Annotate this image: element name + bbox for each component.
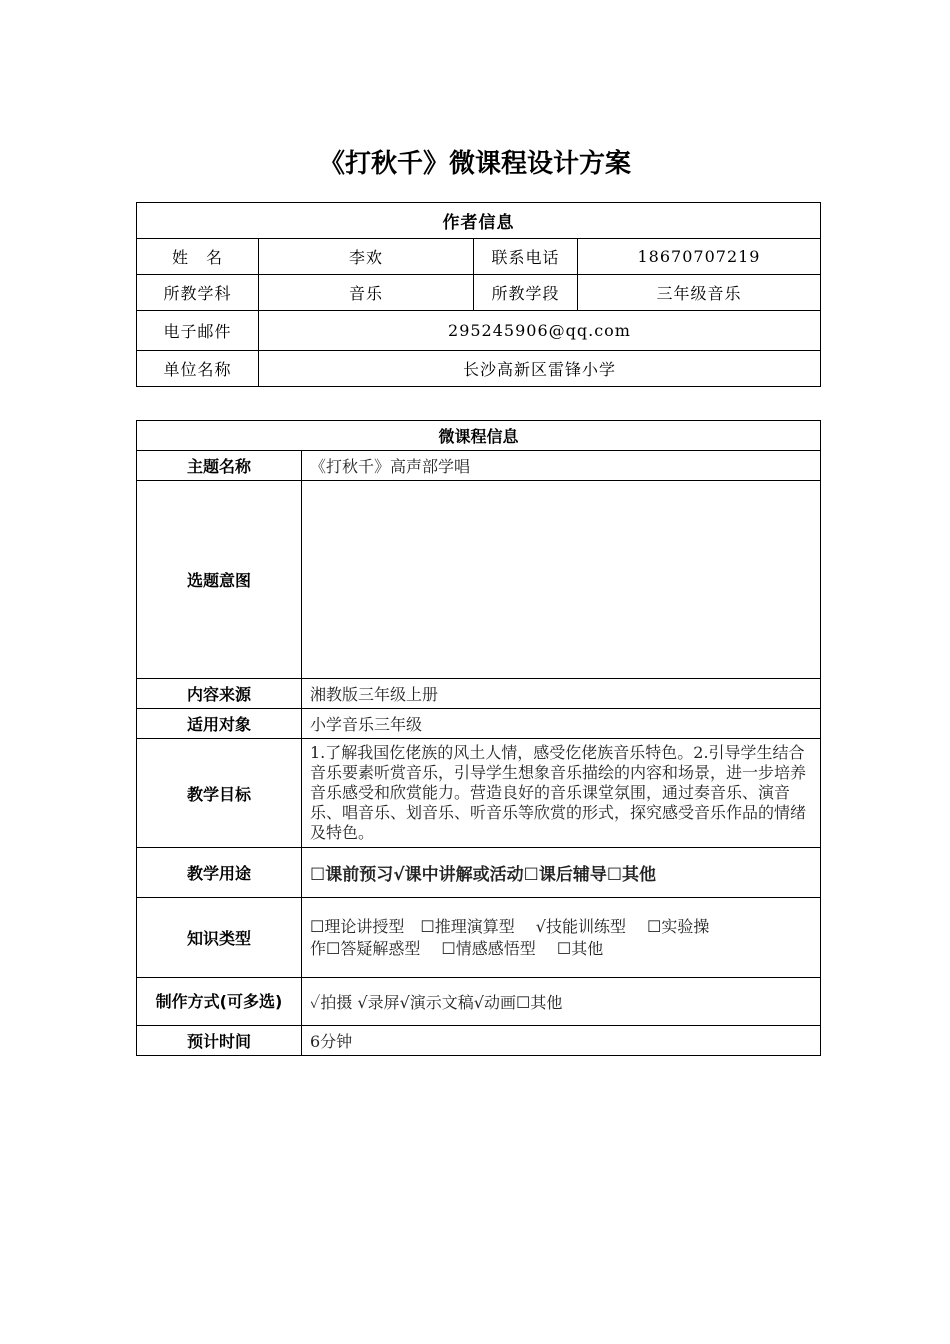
knowledge-value [302, 898, 821, 978]
time-value: 6分钟 [302, 1026, 821, 1056]
subject-label: 所教学科 [137, 275, 259, 311]
grade-label: 所教学段 [474, 275, 578, 311]
goal-label: 教学目标 [137, 739, 302, 848]
phone-value: 18670707219 [578, 239, 821, 275]
knowledge-line-1: ☐理论讲授型 ☐推理演算型 √技能训练型 ☐实验操 [310, 916, 710, 936]
page-title: 《打秋千》微课程设计方案 [318, 149, 631, 179]
name-value: 李欢 [259, 239, 474, 275]
knowledge-label: 知识类型 [137, 898, 302, 978]
audience-label: 适用对象 [137, 709, 302, 739]
method-label: 制作方式(可多选) [137, 978, 302, 1026]
knowledge-line-2: 作☐答疑解惑型 ☐情感感悟型 ☐其他 [310, 938, 604, 958]
source-value: 湘教版三年级上册 [302, 679, 821, 709]
source-label: 内容来源 [137, 679, 302, 709]
grade-value: 三年级音乐 [578, 275, 821, 311]
unit-value: 长沙高新区雷锋小学 [259, 351, 821, 387]
use-value: ☐课前预习√课中讲解或活动☐课后辅导☐其他 [302, 848, 821, 898]
course-info-header: 微课程信息 [137, 421, 821, 451]
use-label: 教学用途 [137, 848, 302, 898]
author-info-table [136, 202, 821, 387]
email-label: 电子邮件 [137, 311, 259, 351]
audience-value: 小学音乐三年级 [302, 709, 821, 739]
method-value: ✓拍摄 √录屏√演示文稿√动画☐其他 [302, 978, 821, 1026]
author-info-header: 作者信息 [137, 203, 821, 239]
name-label: 姓 名 [137, 239, 259, 275]
intent-label: 选题意图 [137, 481, 302, 679]
email-value: 295245906@qq.com [259, 311, 821, 351]
topic-value: 《打秋千》高声部学唱 [302, 451, 821, 481]
intent-value [302, 481, 821, 679]
unit-label: 单位名称 [137, 351, 259, 387]
topic-label: 主题名称 [137, 451, 302, 481]
course-info-table [136, 420, 821, 1056]
phone-label: 联系电话 [474, 239, 578, 275]
goal-value: 1.了解我国仡佬族的风土人情，感受仡佬族音乐特色。2.引导学生结合音乐要素听赏音乐，引导学生想象音乐描绘的内容和场景，进一步培养音乐感受和欣赏能力。营造良好的音乐课堂氛围，通过奏音乐、演音乐、唱音乐、划音乐、听音乐等欣赏的形式，探究感受音乐作品的情绪及特色。 [302, 739, 821, 848]
subject-value: 音乐 [259, 275, 474, 311]
time-label: 预计时间 [137, 1026, 302, 1056]
